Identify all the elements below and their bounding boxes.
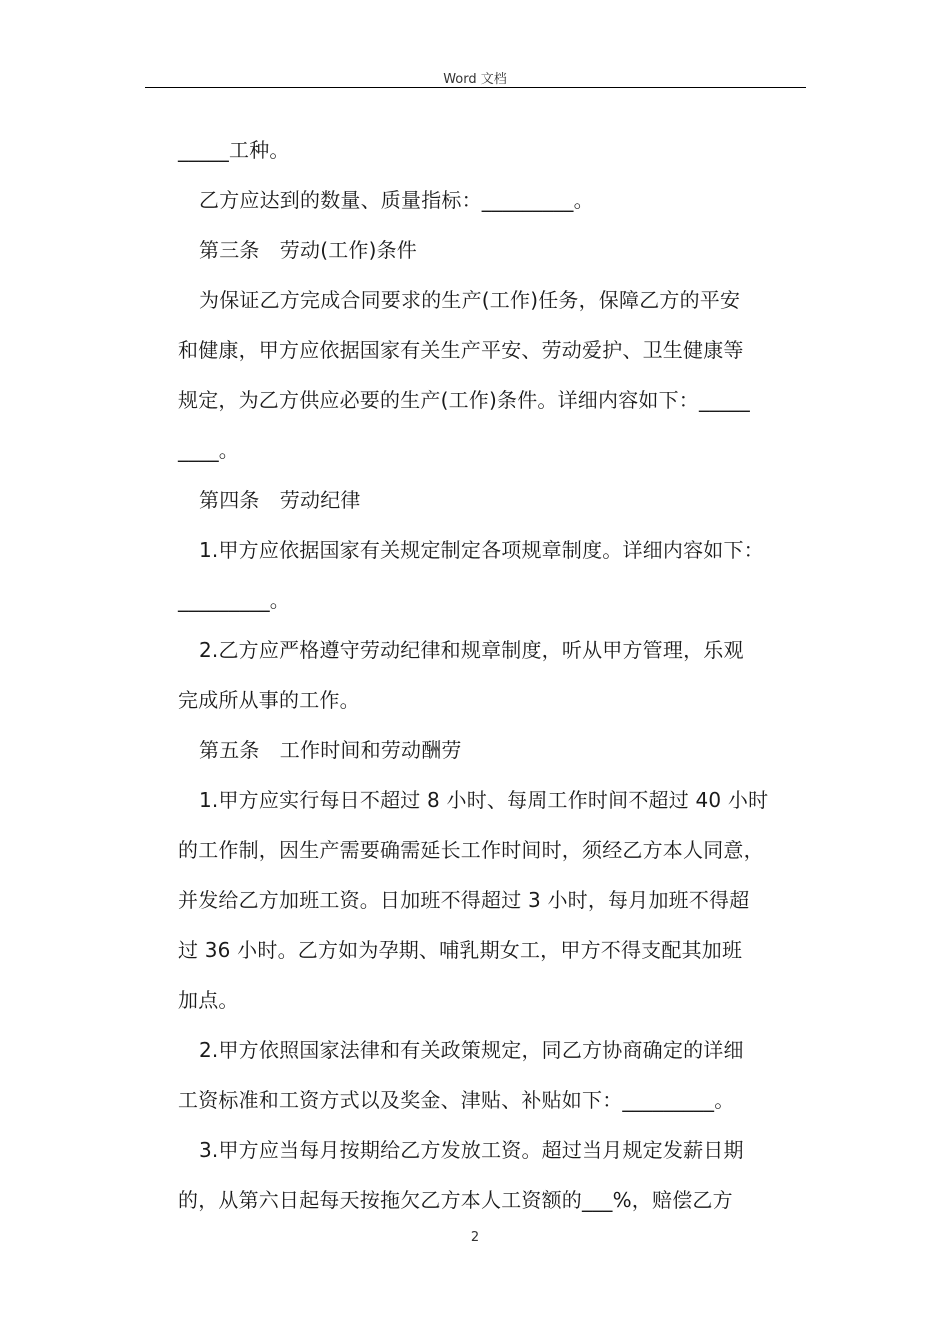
header-divider bbox=[145, 87, 806, 88]
text-line: 和健康，甲方应依据国家有关生产平安、劳动爱护、卫生健康等 bbox=[178, 338, 744, 362]
section-heading: 第四条 劳动纪律 bbox=[199, 488, 361, 512]
document-header: Word 文档 bbox=[443, 72, 507, 87]
text-line: 为保证乙方完成合同要求的生产(工作)任务，保障乙方的平安 bbox=[199, 288, 741, 312]
text-line: _________。 bbox=[178, 588, 290, 612]
text-line: 1.甲方应实行每日不超过 8 小时、每周工作时间不超过 40 小时 bbox=[199, 788, 769, 812]
text-line: 2.甲方依照国家法律和有关政策规定，同乙方协商确定的详细 bbox=[199, 1038, 744, 1062]
text-line: 2.乙方应严格遵守劳动纪律和规章制度，听从甲方管理，乐观 bbox=[199, 638, 744, 662]
text-line: 加点。 bbox=[178, 988, 239, 1012]
text-line: 3.甲方应当每月按期给乙方发放工资。超过当月规定发薪日期 bbox=[199, 1138, 744, 1162]
page-number: 2 bbox=[470, 1230, 480, 1245]
text-line: 并发给乙方加班工资。日加班不得超过 3 小时，每月加班不得超 bbox=[178, 888, 750, 912]
text-line: ____。 bbox=[178, 438, 239, 462]
text-line: 工资标准和工资方式以及奖金、津贴、补贴如下：_________。 bbox=[178, 1088, 735, 1112]
text-line: 规定，为乙方供应必要的生产(工作)条件。详细内容如下：_____ bbox=[178, 388, 751, 412]
text-line: 1.甲方应依据国家有关规定制定各项规章制度。详细内容如下： bbox=[199, 538, 764, 562]
text-line: 的工作制，因生产需要确需延长工作时间时，须经乙方本人同意， bbox=[178, 838, 764, 862]
text-line: 过 36 小时。乙方如为孕期、哺乳期女工，甲方不得支配其加班 bbox=[178, 938, 743, 962]
text-line: _____工种。 bbox=[178, 138, 290, 162]
text-line: 的，从第六日起每天按拖欠乙方本人工资额的___%，赔偿乙方 bbox=[178, 1188, 733, 1212]
text-line: 乙方应达到的数量、质量指标：_________。 bbox=[199, 188, 594, 212]
text-line: 完成所从事的工作。 bbox=[178, 688, 360, 712]
section-heading: 第五条 工作时间和劳动酬劳 bbox=[199, 738, 462, 762]
section-heading: 第三条 劳动(工作)条件 bbox=[199, 238, 418, 262]
